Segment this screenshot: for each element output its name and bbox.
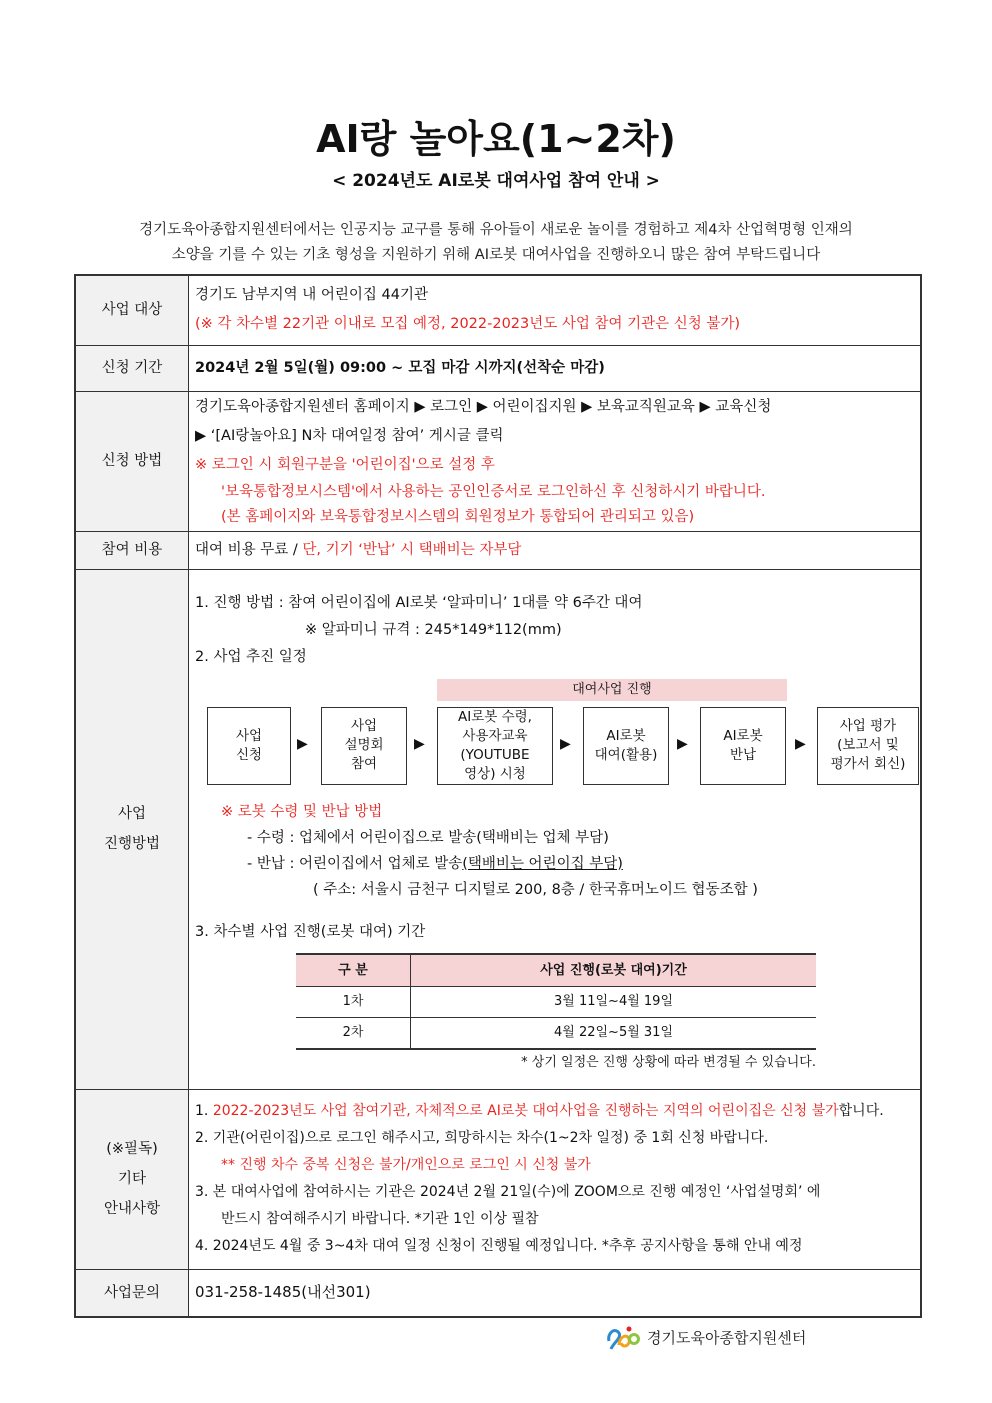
cost-free: 대여 비용 무료 / bbox=[195, 541, 303, 558]
flow-step-apply bbox=[207, 707, 291, 785]
process-content bbox=[189, 569, 922, 1089]
process-item-1-note: ※ 알파미니 규격 : 245*149*112(mm) bbox=[305, 621, 562, 638]
process-item-1: 1. 진행 방법 : 참여 어린이집에 AI로봇 ‘알파미니’ 1대를 약 6주간 대여 bbox=[195, 594, 643, 611]
cost-content bbox=[189, 531, 922, 569]
method-line-5: (본 홈페이지와 보육통합정보시스템의 회원정보가 통합되어 관리되고 있음) bbox=[221, 508, 695, 525]
flow-arrow-icon: ▶ bbox=[414, 735, 425, 752]
target-content bbox=[189, 275, 922, 345]
round-schedule-table bbox=[296, 953, 816, 1050]
robot-return bbox=[195, 851, 914, 877]
flow-step-text: 반납 bbox=[729, 746, 757, 763]
flow-step-receive bbox=[437, 707, 553, 785]
flow-step-text: AI로봇 수령, bbox=[458, 708, 532, 725]
info-table bbox=[74, 274, 922, 1318]
method-label: 신청 방법 bbox=[75, 391, 189, 531]
center-logo-icon bbox=[605, 1323, 641, 1351]
rental-progress-banner: 대여사업 진행 bbox=[437, 679, 787, 701]
intro-line-2: 소양을 기를 수 있는 기초 형성을 지원하기 위해 AI로봇 대여사업을 진행하오니 많은 참여 부탁드립니다 bbox=[171, 247, 821, 263]
notice-label-line-3: 안내사항 bbox=[103, 1201, 161, 1217]
notice-item-1-end: 합니다. bbox=[838, 1103, 884, 1119]
table-header-round: 구 분 bbox=[296, 954, 411, 987]
method-line-1: 경기도육아종합지원센터 홈페이지 ▶ 로그인 ▶ 어린이집지원 ▶ 보육교직원교육 ▶ 교육신청 bbox=[195, 398, 772, 415]
flow-step-text: 신청 bbox=[235, 746, 263, 763]
method-line-4: '보육통합정보시스템'에서 사용하는 공인인증서로 로그인하신 후 신청하시기 바랍니다. bbox=[221, 483, 766, 500]
notice-number: 1. bbox=[195, 1103, 213, 1119]
flow-step-text: 참여 bbox=[350, 756, 378, 772]
flow-step-text: AI로봇 bbox=[606, 727, 646, 744]
method-line-2: ▶ ‘[AI랑놀아요] N차 대여일정 참여’ 게시글 클릭 bbox=[195, 427, 504, 444]
notice-label-line-2: 기타 bbox=[117, 1171, 146, 1187]
flow-step-text: 사용자교육 bbox=[462, 727, 528, 744]
flow-arrow-icon: ▶ bbox=[297, 735, 308, 752]
notice-content bbox=[189, 1089, 922, 1269]
inquiry-label: 사업문의 bbox=[75, 1269, 189, 1317]
page-title: AI랑 놀아요(1~2차) bbox=[316, 117, 676, 161]
return-address: ( 주소: 서울시 금천구 디지털로 200, 8층 / 한국휴머노이드 협동조합 ) bbox=[313, 881, 758, 898]
page-subtitle: < 2024년도 AI로봇 대여사업 참여 안내 > bbox=[332, 171, 660, 191]
intro-text bbox=[80, 218, 912, 268]
schedule-note: * 상기 일정은 진행 상황에 따라 변경될 수 있습니다. bbox=[521, 1054, 816, 1070]
notice-item-4: 4. 2024년도 4월 중 3~4차 대여 일정 신청이 진행될 예정입니다. *추후 공지사항을 통해 안내 예정 bbox=[195, 1238, 803, 1254]
center-name: 경기도육아종합지원센터 bbox=[647, 1328, 807, 1347]
notice-item-2-red: ** 진행 차수 중복 신청은 불가/개인으로 로그인 시 신청 불가 bbox=[221, 1157, 591, 1173]
table-cell: 2차 bbox=[296, 1017, 411, 1049]
table-cell: 4월 22일~5월 31일 bbox=[411, 1017, 817, 1049]
period-value: 2024년 2월 5일(월) 09:00 ~ 모집 마감 시까지(선착순 마감) bbox=[189, 345, 922, 391]
notice-label-line-1: (※필독) bbox=[106, 1141, 158, 1157]
notice-item-3a: 3. 본 대여사업에 참여하시는 기관은 2024년 2월 21일(수)에 ZOOM으로 진행 예정인 ‘사업설명회’ 에 bbox=[195, 1184, 821, 1200]
method-content bbox=[189, 391, 922, 531]
flow-arrow-icon: ▶ bbox=[560, 735, 571, 752]
flow-step-return bbox=[700, 707, 786, 785]
flow-step-text: AI로봇 bbox=[723, 727, 763, 744]
inquiry-value: 031-258-1485(내선301) bbox=[189, 1269, 922, 1317]
robot-receive: - 수령 : 업체에서 어린이집으로 발송(택배비는 업체 부담) bbox=[247, 829, 609, 846]
flow-step-rental bbox=[583, 707, 669, 785]
intro-line-1: 경기도육아종합지원센터에서는 인공지능 교구를 통해 유아들이 새로운 놀이를 경험하고 제4차 산업혁명형 인재의 bbox=[139, 222, 853, 238]
flow-arrow-icon: ▶ bbox=[795, 735, 806, 752]
flow-step-text: (보고서 및 bbox=[837, 737, 899, 753]
flow-arrow-icon: ▶ bbox=[677, 735, 688, 752]
schedule-flow-diagram bbox=[195, 679, 914, 799]
flow-step-text: 사업 bbox=[235, 727, 263, 744]
flow-step-text: 대여(활용) bbox=[594, 746, 658, 763]
target-label: 사업 대상 bbox=[75, 275, 189, 345]
flow-step-text: 평가서 회신) bbox=[830, 756, 906, 772]
cost-label: 참여 비용 bbox=[75, 531, 189, 569]
flow-step-text: 사업 평가 bbox=[839, 718, 897, 734]
table-row bbox=[296, 1017, 816, 1049]
table-cell: 3월 11일~4월 19일 bbox=[411, 986, 817, 1017]
flow-step-text: 설명회 bbox=[344, 737, 384, 753]
method-line-3: ※ 로그인 시 회원구분을 '어린이집'으로 설정 후 bbox=[195, 456, 495, 473]
process-label-line-2: 진행방법 bbox=[103, 836, 161, 852]
flow-step-text: 사업 bbox=[350, 718, 378, 734]
robot-return-fee: (택배비는 어린이집 부담) bbox=[462, 855, 623, 872]
notice-item-1 bbox=[195, 1098, 914, 1125]
notice-item-2: 2. 기관(어린이집)으로 로그인 해주시고, 희망하시는 차수(1~2차 일정) 중 1회 신청 바랍니다. bbox=[195, 1130, 769, 1146]
period-label: 신청 기간 bbox=[75, 345, 189, 391]
cost-note: 단, 기기 ‘반납’ 시 택배비는 자부담 bbox=[302, 541, 522, 558]
notice-item-3b: 반드시 참여해주시기 바랍니다. *기관 1인 이상 필참 bbox=[221, 1211, 539, 1227]
target-line-2: (※ 각 차수별 22기관 이내로 모집 예정, 2022-2023년도 사업 참여 기관은 신청 불가) bbox=[195, 316, 741, 333]
robot-method-title: ※ 로봇 수령 및 반납 방법 bbox=[221, 803, 383, 820]
table-cell: 1차 bbox=[296, 986, 411, 1017]
process-item-3: 3. 차수별 사업 진행(로봇 대여) 기간 bbox=[195, 923, 426, 940]
process-label-line-1: 사업 bbox=[117, 806, 146, 822]
target-line-1: 경기도 남부지역 내 어린이집 44기관 bbox=[195, 287, 428, 304]
flow-step-text: 영상) 시청 bbox=[464, 765, 526, 782]
process-label bbox=[75, 569, 189, 1089]
notice-item-1-red: 2022-2023년도 사업 참여기관, 자체적으로 AI로봇 대여사업을 진행하는 지역의 어린이집은 신청 불가 bbox=[212, 1103, 839, 1119]
flow-step-evaluation bbox=[817, 707, 919, 785]
flow-step-briefing bbox=[321, 707, 407, 785]
robot-return-text: - 반납 : 어린이집에서 업체로 발송 bbox=[247, 855, 463, 872]
flow-step-text: (YOUTUBE bbox=[460, 746, 530, 763]
table-header-period: 사업 진행(로봇 대여)기간 bbox=[411, 954, 817, 987]
table-row bbox=[296, 986, 816, 1017]
notice-label bbox=[75, 1089, 189, 1269]
center-logo bbox=[605, 1322, 806, 1352]
process-item-2: 2. 사업 추진 일정 bbox=[195, 648, 307, 665]
